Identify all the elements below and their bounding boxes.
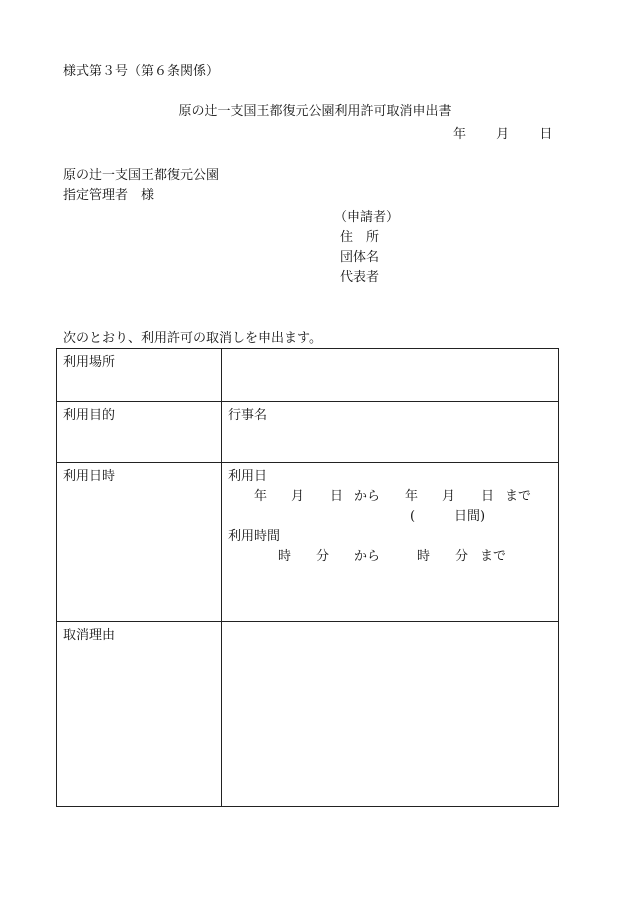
usage-date-label: 利用日 — [228, 469, 268, 484]
usage-purpose-label: 利用目的 — [57, 402, 222, 463]
date-from-connector: から — [354, 489, 381, 504]
usage-place-label: 利用場所 — [57, 349, 222, 402]
usage-time-label: 利用時間 — [228, 529, 281, 544]
time-from-minute: 分 — [316, 549, 330, 564]
usage-place-field[interactable] — [222, 349, 559, 402]
date-to-day: 日 — [481, 489, 495, 504]
usage-duration — [228, 507, 552, 527]
form-number: 様式第３号（第６条関係） — [63, 64, 220, 79]
date-from-day: 日 — [330, 489, 344, 504]
time-to-minute: 分 — [455, 549, 469, 564]
date-line — [453, 127, 552, 143]
usage-time-range — [228, 547, 552, 567]
time-to-connector: まで — [480, 549, 507, 564]
table-row — [57, 349, 559, 402]
date-from-year: 年 — [254, 489, 268, 504]
applicant-address-label: 住 所 — [340, 230, 380, 245]
date-month: 月 — [496, 127, 510, 142]
time-to-hour: 時 — [417, 549, 431, 564]
applicant-heading: （申請者） — [334, 210, 400, 225]
time-from-connector: から — [354, 549, 381, 564]
duration-days-label: 日間) — [454, 509, 486, 524]
cancellation-reason-label: 取消理由 — [57, 622, 222, 807]
usage-datetime-label: 利用日時 — [57, 463, 222, 622]
date-to-year: 年 — [405, 489, 419, 504]
event-name-label: 行事名 — [228, 408, 268, 423]
cancellation-form-table — [56, 348, 559, 807]
usage-date-range — [228, 487, 552, 507]
addressee-manager: 指定管理者 様 — [63, 188, 155, 203]
cancellation-reason-field[interactable] — [222, 622, 559, 807]
date-year: 年 — [453, 127, 467, 142]
date-day: 日 — [539, 127, 553, 142]
intro-text: 次のとおり、利用許可の取消しを申出ます。 — [63, 331, 322, 346]
addressee-park: 原の辻一支国王都復元公園 — [63, 168, 220, 183]
table-row — [57, 463, 559, 622]
date-to-month: 月 — [442, 489, 456, 504]
usage-datetime-field[interactable] — [222, 463, 559, 622]
date-to-connector: まで — [505, 489, 532, 504]
time-from-hour: 時 — [278, 549, 292, 564]
date-from-month: 月 — [291, 489, 305, 504]
duration-open-paren: ( — [410, 509, 416, 524]
applicant-organization-label: 団体名 — [340, 250, 380, 265]
form-title: 原の辻一支国王都復元公園利用許可取消申出書 — [178, 104, 452, 119]
table-row — [57, 402, 559, 463]
usage-purpose-field[interactable] — [222, 402, 559, 463]
applicant-block — [334, 208, 399, 288]
table-row — [57, 622, 559, 807]
applicant-representative-label: 代表者 — [340, 270, 380, 285]
